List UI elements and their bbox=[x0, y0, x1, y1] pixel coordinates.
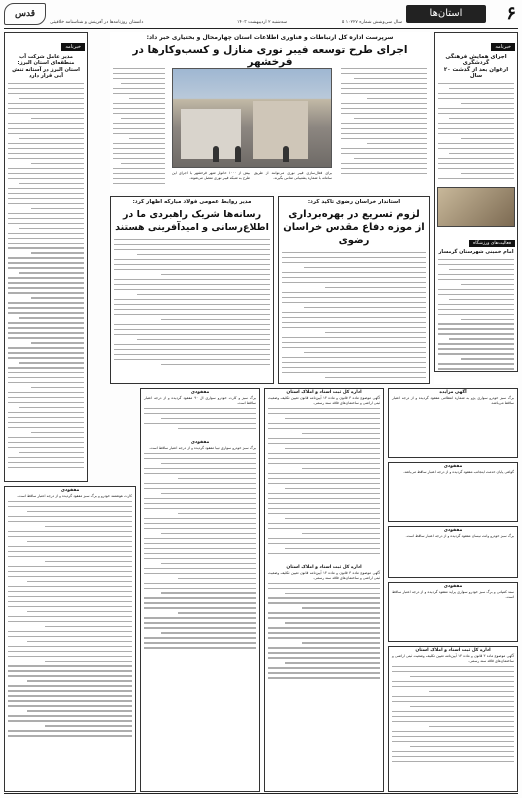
museum-body bbox=[279, 250, 429, 384]
ad-body-lines bbox=[265, 406, 383, 560]
steel-article bbox=[110, 196, 274, 384]
column-photo bbox=[437, 187, 515, 227]
classified-ad bbox=[388, 526, 518, 578]
page-number: ۶ bbox=[506, 3, 516, 24]
column-tag: خبرنامه bbox=[491, 43, 515, 51]
issue-info: سال سی‌وشش شماره ۱۰۲۲۷ ۵ bbox=[341, 20, 402, 25]
column-body bbox=[435, 81, 517, 185]
sub-title: امام خمینی شهرستان گرمسار bbox=[438, 248, 514, 255]
ad-body: برگ سبز و کارت خودرو سواری ال ۹۰ مفقود گردیده و از درجه اعتبار ساقط است. bbox=[144, 396, 257, 405]
section-banner: استان‌ها bbox=[406, 5, 486, 23]
lead-body-right bbox=[338, 66, 430, 180]
ad-heading: مفقودی bbox=[443, 464, 463, 469]
right-news-column bbox=[434, 32, 518, 372]
left-column-tag: خبرنامه bbox=[61, 43, 85, 51]
left-column-body bbox=[5, 81, 87, 474]
classified-ad bbox=[388, 582, 518, 642]
ad-heading: مفقودی bbox=[443, 584, 463, 589]
ad-heading: مفقودی bbox=[443, 528, 463, 533]
header-rule bbox=[4, 28, 518, 29]
ad-body: برگ سبز خودرو وانت نیسان مفقود گردیده و از درجه اعتبار ساقط است. bbox=[405, 534, 514, 538]
masthead bbox=[0, 2, 522, 28]
ad-heading: اداره کل ثبت اسناد و املاک استان bbox=[286, 390, 362, 395]
lead-headline: اجرای طرح توسعه فیبر نوری منازل و کسب‌وکارها در فرخشهر bbox=[132, 44, 408, 68]
ad-body: برگ سبز خودرو سواری تیبا مفقود گردیده و از درجه اعتبار ساقط است. bbox=[149, 445, 256, 450]
photo-caption-1: بیش از ۱۰۰۰ خانوار شهر فرخشهر با اجرای این طرح به شبکه فیبر نوری متصل می‌شوند. bbox=[172, 171, 250, 180]
classified-ad bbox=[264, 388, 384, 792]
lead-kicker: سرپرست اداره کل ارتباطات و فناوری اطلاعات استان چهارمحال و بختیاری خبر داد: bbox=[146, 34, 394, 41]
left-column-title-2: استان البرز در آستانه تنش آبی قرار دارد bbox=[12, 67, 80, 79]
classified-ad bbox=[388, 646, 518, 792]
museum-kicker: استاندار خراسان رضوی تاکید کرد: bbox=[307, 199, 401, 205]
classified-ad bbox=[4, 486, 136, 792]
classified-ad bbox=[388, 462, 518, 522]
ad-heading: مفقودی bbox=[190, 390, 210, 395]
ad-body: کارت هوشمند خودرو و برگ سبز مفقود گردیده و از درجه اعتبار ساقط است. bbox=[17, 494, 132, 498]
sub-body bbox=[435, 257, 517, 372]
issue-date: سه‌شنبه ۲ اردیبهشت ۱۴۰۳ bbox=[236, 20, 287, 25]
lead-article bbox=[110, 32, 430, 192]
sub-tag: فعالیت‌های ورزشگاه bbox=[469, 240, 515, 247]
ad-body-lines bbox=[389, 664, 517, 768]
museum-headline: لزوم تسریع در بهره‌برداری از موزه دفاع مقدس خراسان رضوی bbox=[283, 209, 425, 246]
ad-body: آگهی موضوع ماده ۳ قانون و ماده ۱۳ آیین‌نامه قانون تعیین تکلیف وضعیت ثبتی اراضی و ساختمان‌های فاقد سند رسمی. bbox=[268, 396, 380, 405]
classified-ad bbox=[388, 388, 518, 458]
steel-body bbox=[111, 237, 273, 371]
ad-heading: آگهی مزایده bbox=[439, 390, 467, 395]
ad-body: آگهی موضوع ماده ۳ قانون و ماده ۱۳ آیین‌نامه قانون تعیین تکلیف وضعیت ثبتی اراضی و ساختمان‌های فاقد سند رسمی. bbox=[268, 570, 380, 580]
photo-caption-2: برای فعال‌سازی فیبر نوری می‌توانند از طریق سامانه با شماره پشتیبانی تماس بگیرند. bbox=[254, 171, 332, 180]
ad-heading: اداره کل ثبت اسناد و املاک استان bbox=[415, 648, 491, 653]
ad-body: برگ سبز خودرو سواری پژو به شماره انتظامی مفقود گردیده و از درجه اعتبار ساقط می‌باشد. bbox=[392, 396, 514, 405]
steel-kicker: مدیر روابط عمومی فولاد مبارکه اظهار کرد: bbox=[132, 199, 252, 205]
lead-photo bbox=[172, 68, 332, 168]
left-column-title-1: مدیر عامل شرکت آب منطقه‌ای استان البرز: bbox=[17, 54, 75, 66]
newspaper-logo: قدس bbox=[4, 3, 46, 25]
footer-rule bbox=[4, 793, 518, 794]
ad-body-lines bbox=[141, 406, 259, 435]
tagline: دانستان روزنامه‌ها در آفرینش و شناسنامه خلاقیتی bbox=[50, 20, 144, 25]
ad-body-lines bbox=[141, 451, 259, 654]
ad-heading: مفقودی bbox=[60, 488, 80, 493]
ad-heading: اداره کل ثبت اسناد و املاک استان bbox=[286, 564, 362, 570]
ad-body-lines bbox=[265, 581, 383, 685]
museum-article bbox=[278, 196, 430, 384]
steel-headline: رسانه‌ها شریک راهبردی ما در اطلاع‌رسانی و امیدآفرینی هستند bbox=[115, 209, 269, 233]
spacer bbox=[434, 376, 518, 384]
ad-body: سند کمپانی و برگ سبز خودرو سواری پراید مفقود گردیده و از درجه اعتبار ساقط است. bbox=[392, 590, 514, 599]
ad-body: گواهی پایان خدمت اینجانب مفقود گردیده و از درجه اعتبار ساقط می‌باشد. bbox=[403, 470, 514, 474]
column-title-1: اجرای همایش فرهنگی گردشگری bbox=[445, 54, 507, 66]
left-news-column bbox=[4, 32, 88, 482]
classified-ad bbox=[140, 388, 260, 792]
lead-body-left bbox=[110, 66, 168, 190]
ad-body: آگهی موضوع ماده ۳ قانون و ماده ۱۳ آیین‌نامه تعیین تکلیف وضعیت ثبتی اراضی و ساختمان‌های فاقد سند رسمی. bbox=[392, 654, 514, 663]
ad-body-lines bbox=[5, 499, 135, 742]
ad-heading: مفقودی bbox=[190, 439, 210, 445]
column-title-2: ارغوان بعد از گذشت ۲۰ سال bbox=[443, 67, 509, 79]
